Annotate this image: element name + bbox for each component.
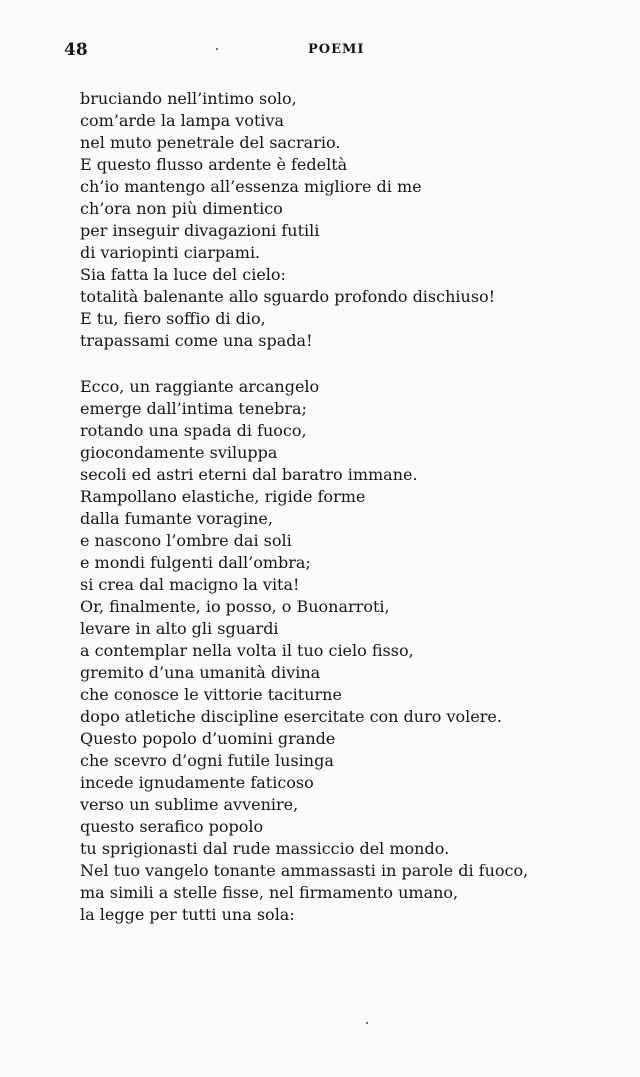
- page-number: 48: [64, 40, 88, 60]
- poem-line: Sia fatta la luce del cielo:: [80, 265, 286, 284]
- paper-speck: [216, 48, 218, 50]
- poem-line: ch’ora non più dimentico: [80, 199, 283, 218]
- poem-line: gremito d’una umanità divina: [80, 663, 321, 682]
- poem-line: E tu, fiero soffio di dio,: [80, 309, 266, 328]
- poem-line: Ecco, un raggiante arcangelo: [80, 377, 320, 396]
- poem-line: si crea dal macigno la vita!: [80, 575, 300, 594]
- poem-line: levare in alto gli sguardi: [80, 619, 279, 638]
- poem-line: nel muto penetrale del sacrario.: [80, 133, 341, 152]
- poem-line: dopo atletiche discipline esercitate con duro volere.: [80, 707, 502, 726]
- paper-speck: [366, 1022, 368, 1024]
- poem-line: Questo popolo d’uomini grande: [80, 729, 336, 748]
- poem-line: che scevro d’ogni futile lusinga: [80, 751, 334, 770]
- poem-line: E questo flusso ardente è fedeltà: [80, 155, 348, 174]
- poem-line: che conosce le vittorie taciturne: [80, 685, 342, 704]
- poem-line: verso un sublime avvenire,: [80, 795, 299, 814]
- poem-line: trapassami come una spada!: [80, 331, 313, 350]
- poem-line: Nel tuo vangelo tonante ammassasti in parole di fuoco,: [80, 861, 529, 880]
- stanza: [80, 376, 600, 926]
- poem-line: com’arde la lampa votiva: [80, 111, 285, 130]
- poem-line: giocondamente sviluppa: [80, 443, 278, 462]
- poem-line: di variopinti ciarpami.: [80, 243, 261, 262]
- poem-line: e mondi fulgenti dall’ombra;: [80, 553, 311, 572]
- poem-body: [80, 88, 600, 926]
- poem-line: bruciando nell’intimo solo,: [80, 89, 297, 108]
- poem-line: incede ignudamente faticoso: [80, 773, 314, 792]
- poem-line: la legge per tutti una sola:: [80, 905, 295, 924]
- poem-line: per inseguir divagazioni futili: [80, 221, 320, 240]
- poem-line: ma simili a stelle fisse, nel firmamento umano,: [80, 883, 459, 902]
- poem-line: tu sprigionasti dal rude massiccio del mondo.: [80, 839, 450, 858]
- poem-line: secoli ed astri eterni dal baratro immane.: [80, 465, 418, 484]
- poem-line: a contemplar nella volta il tuo cielo fisso,: [80, 641, 414, 660]
- poem-line: dalla fumante voragine,: [80, 509, 273, 528]
- poem-line: emerge dall’intima tenebra;: [80, 399, 307, 418]
- running-title: POEMI: [308, 42, 365, 57]
- poem-line: ch’io mantengo all’essenza migliore di me: [80, 177, 422, 196]
- poem-line: Or, finalmente, io posso, o Buonarroti,: [80, 597, 390, 616]
- poem-line: rotando una spada di fuoco,: [80, 421, 307, 440]
- poem-line: Rampollano elastiche, rigide forme: [80, 487, 366, 506]
- poem-line: totalità balenante allo sguardo profondo dischiuso!: [80, 287, 496, 306]
- stanza: [80, 88, 600, 352]
- poem-line: questo serafico popolo: [80, 817, 264, 836]
- page-header: [64, 40, 564, 68]
- poem-line: e nascono l’ombre dai soli: [80, 531, 292, 550]
